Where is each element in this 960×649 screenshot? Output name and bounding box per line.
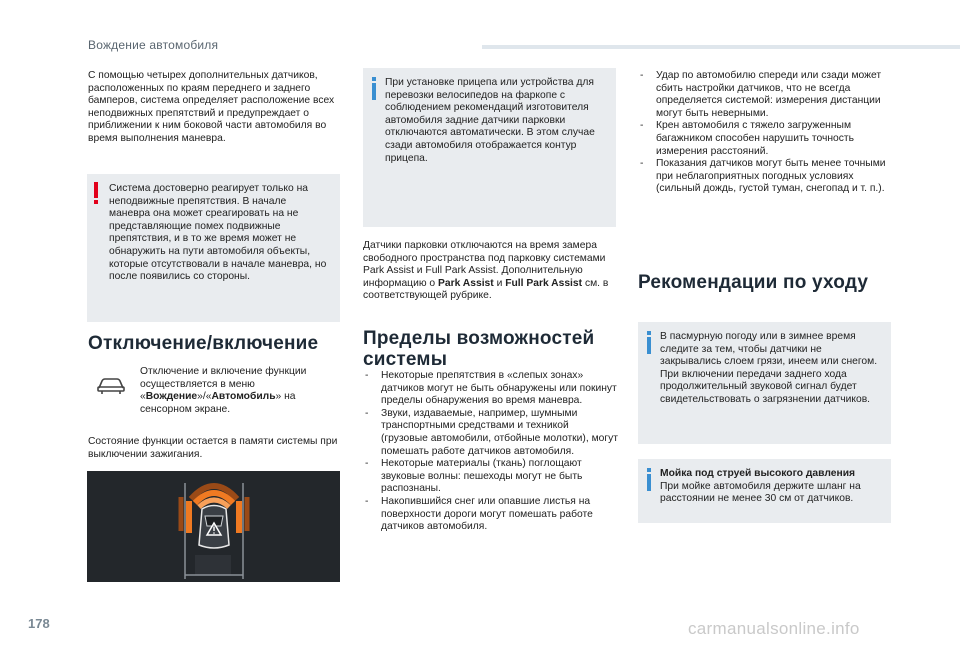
pressure-wash-text: При мойке автомобиля держите шланг на расстоянии не менее 30 см от датчиков. [660,480,861,505]
list-item: - Показания датчиков могут быть менее точными при неблагоприятных погодных условиях (сильный дождь, густой туман, снегопад и т. п.). [638,158,888,196]
toggle-paragraph: Отключение и включение функции осуществляется в меню «Вождение»/«Автомобиль» на сенсорном экране. [140,366,307,415]
park-assist-paragraph: Датчики парковки отключаются на время замера свободного пространства под парковку системами Park Assist и Full Park Assist. Дополнительную информацию о Park Assist и Full Park Assist см. в соответствующей рубрике. [363,240,609,302]
heading-care: Рекомендации по уходу [638,272,869,293]
list-item: - Некоторые препятствия в «слепых зонах» датчиков могут не быть обнаружены или покинут пределы обнаружения во время маневра. [363,370,618,408]
limits-list [363,370,618,534]
list-item: - Крен автомобиля с тяжело загруженным багажником способен нарушить точность измерения расстояний. [638,120,888,158]
heading-toggle: Отключение/включение [88,333,319,354]
care-info-text: В пасмурную погоду или в зимнее время следите за тем, чтобы датчики не закрывались слоем грязи, инеем или снегом. При включении передачи заднего хода продолжительный звуковой сигнал будет свидетельствовать о загрязнении датчиков. [660,331,878,405]
list-item: - Некоторые материалы (ткань) поглощают звуковые волны: пешеходы могут не быть распознаны. [363,458,618,496]
header-rule [482,45,960,49]
park-sensor-image [87,471,340,582]
warning-text: Система достоверно реагирует только на неподвижные препятствия. В начале маневра она может среагировать на не представляющие помех подвижные препятствия, и в то же время может не обнаружить на пути автомобиля объекты, которые отсутствовали в начале маневра, но после появились со стороны. [109,183,327,283]
warning-icon [94,182,100,204]
car-settings-icon [96,375,126,395]
watermark: carmanualsonline.info [688,619,860,638]
list-item: - Звуки, издаваемые, например, шумными транспортными средствами и техникой (грузовые автомобили, отбойные молотки), могут помешать работе датчиков автомобиля. [363,408,618,458]
intro-paragraph: С помощью четырех дополнительных датчиков, расположенных по краям переднего и заднего бамперов, система определяет расположение всех неподвижных препятствий и предупреждает о приближении к ним боковой части автомобиля во время выполнения маневра. [88,70,335,144]
care-info-box [638,322,891,444]
trailer-info-text: При установке прицепа или устройства для перевозки велосипедов на фаркопе с соблюдением рекомендаций изготовителя автомобиля задние датчики парковки отключаются автоматически. В этом случае сзади автомобиля отображается контур прицепа. [385,77,595,164]
trailer-info-box [363,68,616,227]
warning-box [87,174,340,322]
list-item: - Удар по автомобилю спереди или сзади может сбить настройки датчиков, что не всегда определяется системой: измерения дистанции могут быть неверными. [638,70,888,120]
pressure-wash-box [638,459,891,523]
pressure-wash-title: Мойка под струей высокого давления [660,468,856,479]
limits-list-continued [638,70,888,196]
list-item: - Накопившийся снег или опавшие листья на поверхности дороги могут помешать работе датчиков автомобиля. [363,496,618,534]
page-number: 178 [28,616,50,631]
memory-paragraph: Состояние функции остается в памяти системы при выключении зажигания. [88,436,338,460]
heading-limits: Пределы возможностей системы [363,328,595,370]
header-section-title: Вождение автомобиля [88,38,219,52]
